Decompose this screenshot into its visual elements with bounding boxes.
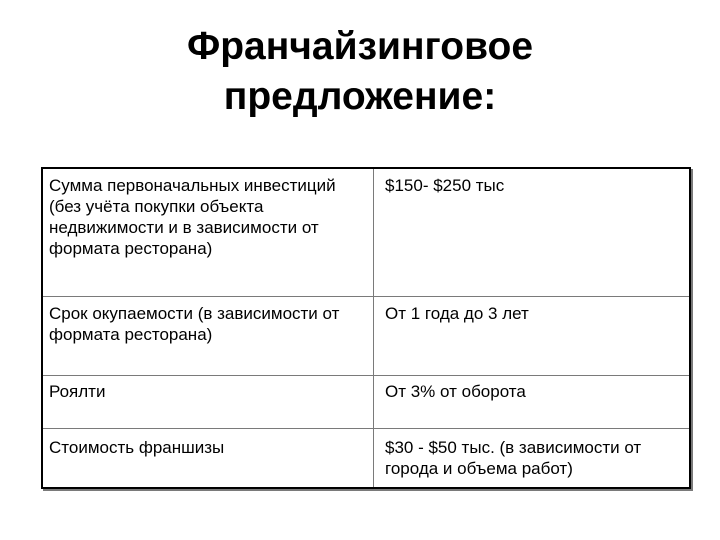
row-label-payback-period: Срок окупаемости (в зависимости от формата ресторана) <box>42 296 374 375</box>
table-row-payback-period <box>42 296 690 375</box>
page-title <box>60 22 660 122</box>
table-row-royalty <box>42 375 690 428</box>
row-label-franchise-fee: Стоимость франшизы <box>42 428 374 488</box>
row-value-franchise-fee: $30 - $50 тыс. (в зависимости от города и объема работ) <box>374 428 691 488</box>
title-line-2: предложение: <box>223 75 497 118</box>
table-row-initial-investment <box>42 168 690 296</box>
title-line-1: Франчайзинговое <box>186 25 534 68</box>
row-label-initial-investment: Сумма первоначальных инвестиций (без учёта покупки объекта недвижимости и в зависимости от формата ресторана) <box>42 168 374 296</box>
franchise-offer-table <box>41 167 691 489</box>
row-label-royalty: Роялти <box>42 375 374 428</box>
row-value-initial-investment: $150- $250 тыс <box>374 168 691 296</box>
row-value-payback-period: От 1 года до 3 лет <box>374 296 691 375</box>
row-value-royalty: От 3% от оборота <box>374 375 691 428</box>
table-row-franchise-fee <box>42 428 690 488</box>
